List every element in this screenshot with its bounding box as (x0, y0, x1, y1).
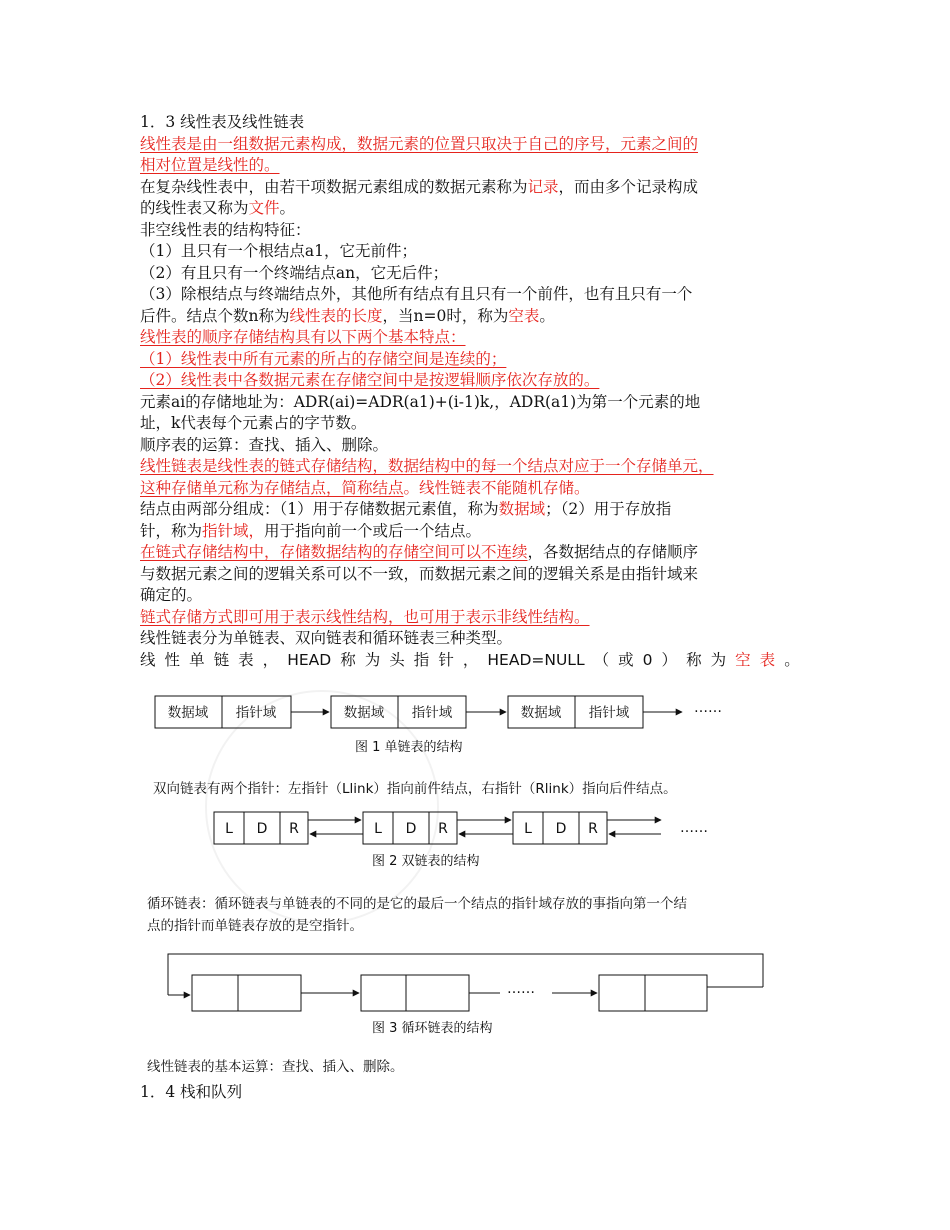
double-list-intro: 双向链表有两个指针：左指针（Llink）指向前件结点，右指针（Rlink）指向后件结点。 (153, 781, 677, 797)
basic-operations: 线性链表的基本运算：查找、插入、删除。 (147, 1059, 404, 1075)
double-linked-list-diagram (0, 805, 950, 873)
linked-storage-line3: 确定的。 (140, 586, 203, 604)
circular-linked-list-diagram (0, 945, 950, 1040)
linked-list-definition-line1: 线性链表是线性表的链式存储结构，数据结构中的每一个结点对应于一个存储单元， (140, 457, 714, 475)
node-parts-line2: 针，称为指针域，用于指向前一个或后一个结点。 (140, 521, 482, 540)
structure-features-title: 非空线性表的结构特征： (140, 220, 311, 239)
feature-3-line2: 后件。结点个数n称为线性表的长度，当n=0时，称为空表。 (140, 306, 555, 325)
next-section-heading: 1．4 栈和队列 (140, 1083, 243, 1101)
single-linked-list-line: 线 性 单 链 表 ， HEAD 称 为 头 指 针 ， HEAD=NULL （ 或 0 ） 称 为 空 表 。 (140, 650, 800, 669)
address-formula-line1: 元素ai的存储地址为：ADR(ai)=ADR(a1)+(i-1)k,，ADR(a1)为第一个元素的地 (140, 392, 701, 411)
linear-list-definition-line1: 线性表是由一组数据元素构成，数据元素的位置只取决于自己的序号，元素之间的 (140, 134, 699, 153)
feature-3-line1: （3）除根结点与终端结点外，其他所有结点有且只有一个前件，也有且只有一个 (140, 285, 693, 303)
dnode-2-d: D (405, 821, 417, 837)
fig2-ellipsis: …… (680, 820, 708, 836)
dnode-2-l: L (374, 821, 382, 837)
cnode-1-box (192, 975, 301, 1011)
feature-2: （2）有且只有一个终端结点an，它无后件； (140, 263, 449, 282)
dnode-3-l: L (524, 821, 532, 837)
node-parts-line1: 结点由两部分组成：（1）用于存储数据元素值，称为数据域；（2）用于存放指 (140, 500, 672, 518)
sequential-operations: 顺序表的运算：查找、插入、删除。 (140, 435, 389, 454)
node-2-data-label: 数据域 (343, 705, 385, 721)
linked-list-definition-line2: 这种存储单元称为存储结点，简称结点。线性链表不能随机存储。 (140, 478, 590, 497)
dnode-1-l: L (225, 821, 233, 837)
linked-storage-line1: 在链式存储结构中，存储数据结构的存储空间可以不连续，各数据结点的存储顺序 (140, 543, 699, 561)
node-1-ptr-label: 指针域 (235, 705, 277, 721)
sequential-feature-1: （1）线性表中所有元素的所占的存储空间是连续的； (140, 349, 507, 368)
linked-storage-usage: 链式存储方式即可用于表示线性结构，也可用于表示非线性结构。 (140, 607, 590, 626)
record-paragraph-line2: 的线性表又称为文件。 (140, 199, 296, 217)
dnode-2-r: R (438, 821, 448, 837)
linked-storage-line2: 与数据元素之间的逻辑关系可以不一致，而数据元素之间的逻辑关系是由指针域来 (140, 564, 699, 583)
single-linked-list-diagram (0, 690, 950, 760)
dnode-3-d: D (555, 821, 567, 837)
document-body (140, 112, 815, 671)
linked-list-types: 线性链表分为单链表、双向链表和循环链表三种类型。 (140, 629, 513, 647)
node-3-data-label: 数据域 (520, 705, 562, 721)
fig3-ellipsis: …… (507, 981, 535, 997)
dnode-1-r: R (289, 821, 299, 837)
fig3-caption: 图 3 循环链表的结构 (372, 1021, 493, 1036)
section-heading: 1．3 线性表及线性链表 (140, 113, 305, 131)
node-3-ptr-label: 指针域 (588, 705, 630, 721)
circular-intro-line2: 点的指针而单链表存放的是空指针。 (147, 918, 363, 934)
dnode-3-r: R (588, 821, 598, 837)
fig1-caption: 图 1 单链表的结构 (355, 740, 463, 755)
linear-list-definition-line2: 相对位置是线性的。 (140, 156, 280, 174)
dnode-1-d: D (256, 821, 268, 837)
sequential-storage-title: 线性表的顺序存储结构具有以下两个基本特点： (140, 328, 466, 346)
cnode-3-box (599, 975, 707, 1011)
address-formula-line2: 址，k代表每个元素占的字节数。 (140, 414, 367, 432)
circular-list-intro (147, 893, 687, 937)
feature-1: （1）且只有一个根结点a1，它无前件； (140, 242, 417, 260)
node-2-ptr-label: 指针域 (411, 705, 453, 721)
fig1-ellipsis: …… (694, 700, 722, 716)
fig2-caption: 图 2 双链表的结构 (372, 854, 480, 869)
sequential-feature-2: （2）线性表中各数据元素在存储空间中是按逻辑顺序依次存放的。 (140, 371, 600, 389)
cnode-2-box (361, 975, 469, 1011)
circular-intro-line1: 循环链表：循环链表与单链表的不同的是它的最后一个结点的指针域存放的事指向第一个结 (147, 896, 687, 912)
node-1-data-label: 数据域 (167, 705, 209, 721)
record-paragraph-line1: 在复杂线性表中，由若干项数据元素组成的数据元素称为记录，而由多个记录构成 (140, 177, 699, 196)
